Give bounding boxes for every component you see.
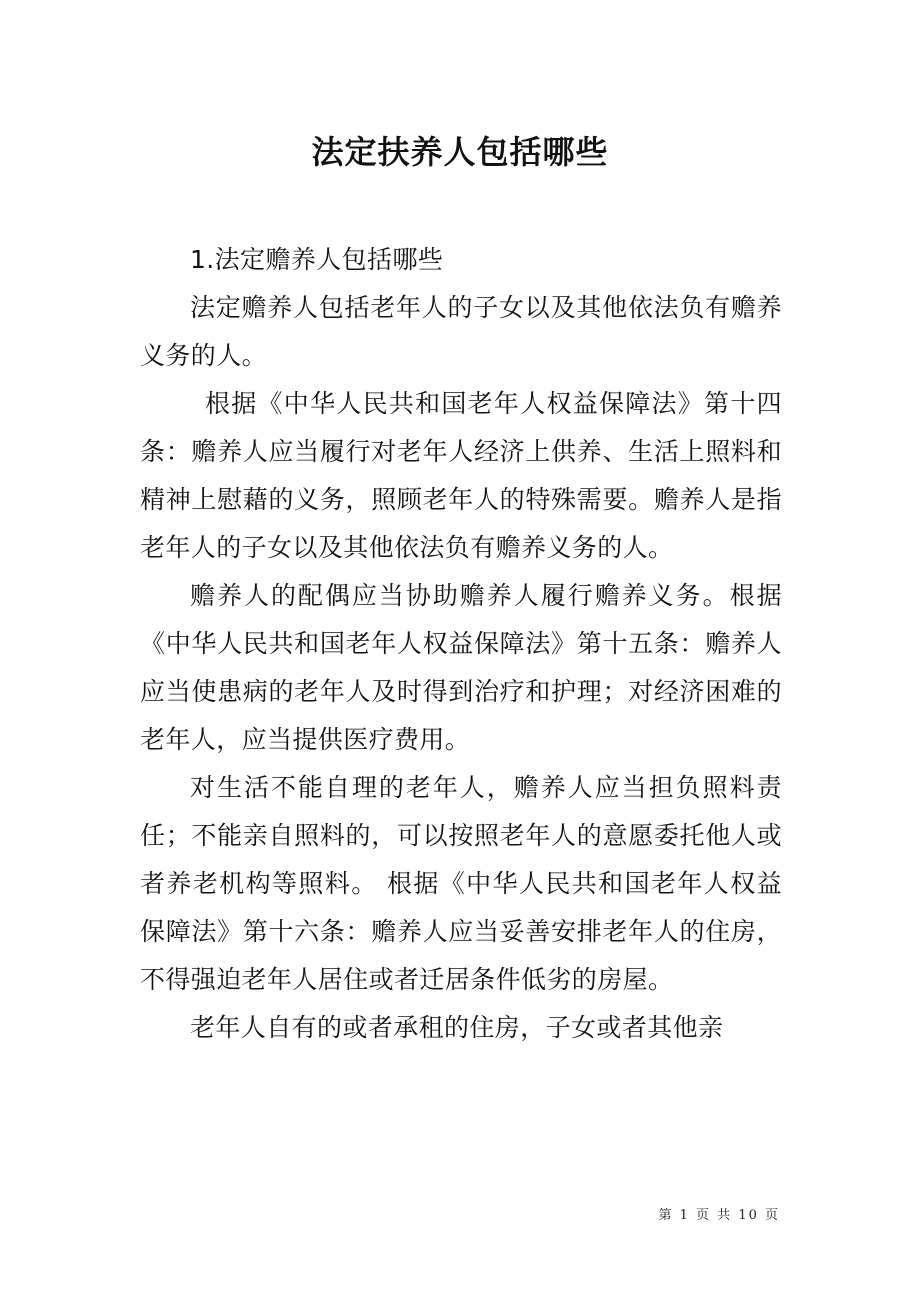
document-title: 法定扶养人包括哪些: [311, 133, 609, 171]
page-number-footer: 第 1 页 共 10 页: [658, 1208, 780, 1223]
paragraph: 老年人自有的或者承租的住房，子女或者其他亲: [190, 1013, 724, 1042]
paragraph: 赡养人的配偶应当协助赡养人履行赡养义务。根据《中华人民共和国老年人权益保障法》第十五条：赡养人应当使患病的老年人及时得到治疗和护理；对经济困难的老年人，应当提供医疗费用。: [140, 581, 782, 754]
paragraph-heading: 1.法定赡养人包括哪些: [190, 245, 444, 274]
paragraph: 根据《中华人民共和国老年人权益保障法》第十四条：赡养人应当履行对老年人经济上供养、生活上照料和精神上慰藉的义务，照顾老年人的特殊需要。赡养人是指老年人的子女以及其他依法负有赡养义务的人。: [140, 389, 782, 562]
document-body: [140, 236, 782, 1052]
paragraph: 对生活不能自理的老年人，赡养人应当担负照料责任；不能亲自照料的，可以按照老年人的意愿委托他人或者养老机构等照料。 根据《中华人民共和国老年人权益保障法》第十六条：赡养人应当妥善安排老年人的住房，不得强迫老年人居住或者迁居条件低劣的房屋。: [140, 773, 782, 994]
paragraph: 法定赡养人包括老年人的子女以及其他依法负有赡养义务的人。: [140, 293, 782, 370]
